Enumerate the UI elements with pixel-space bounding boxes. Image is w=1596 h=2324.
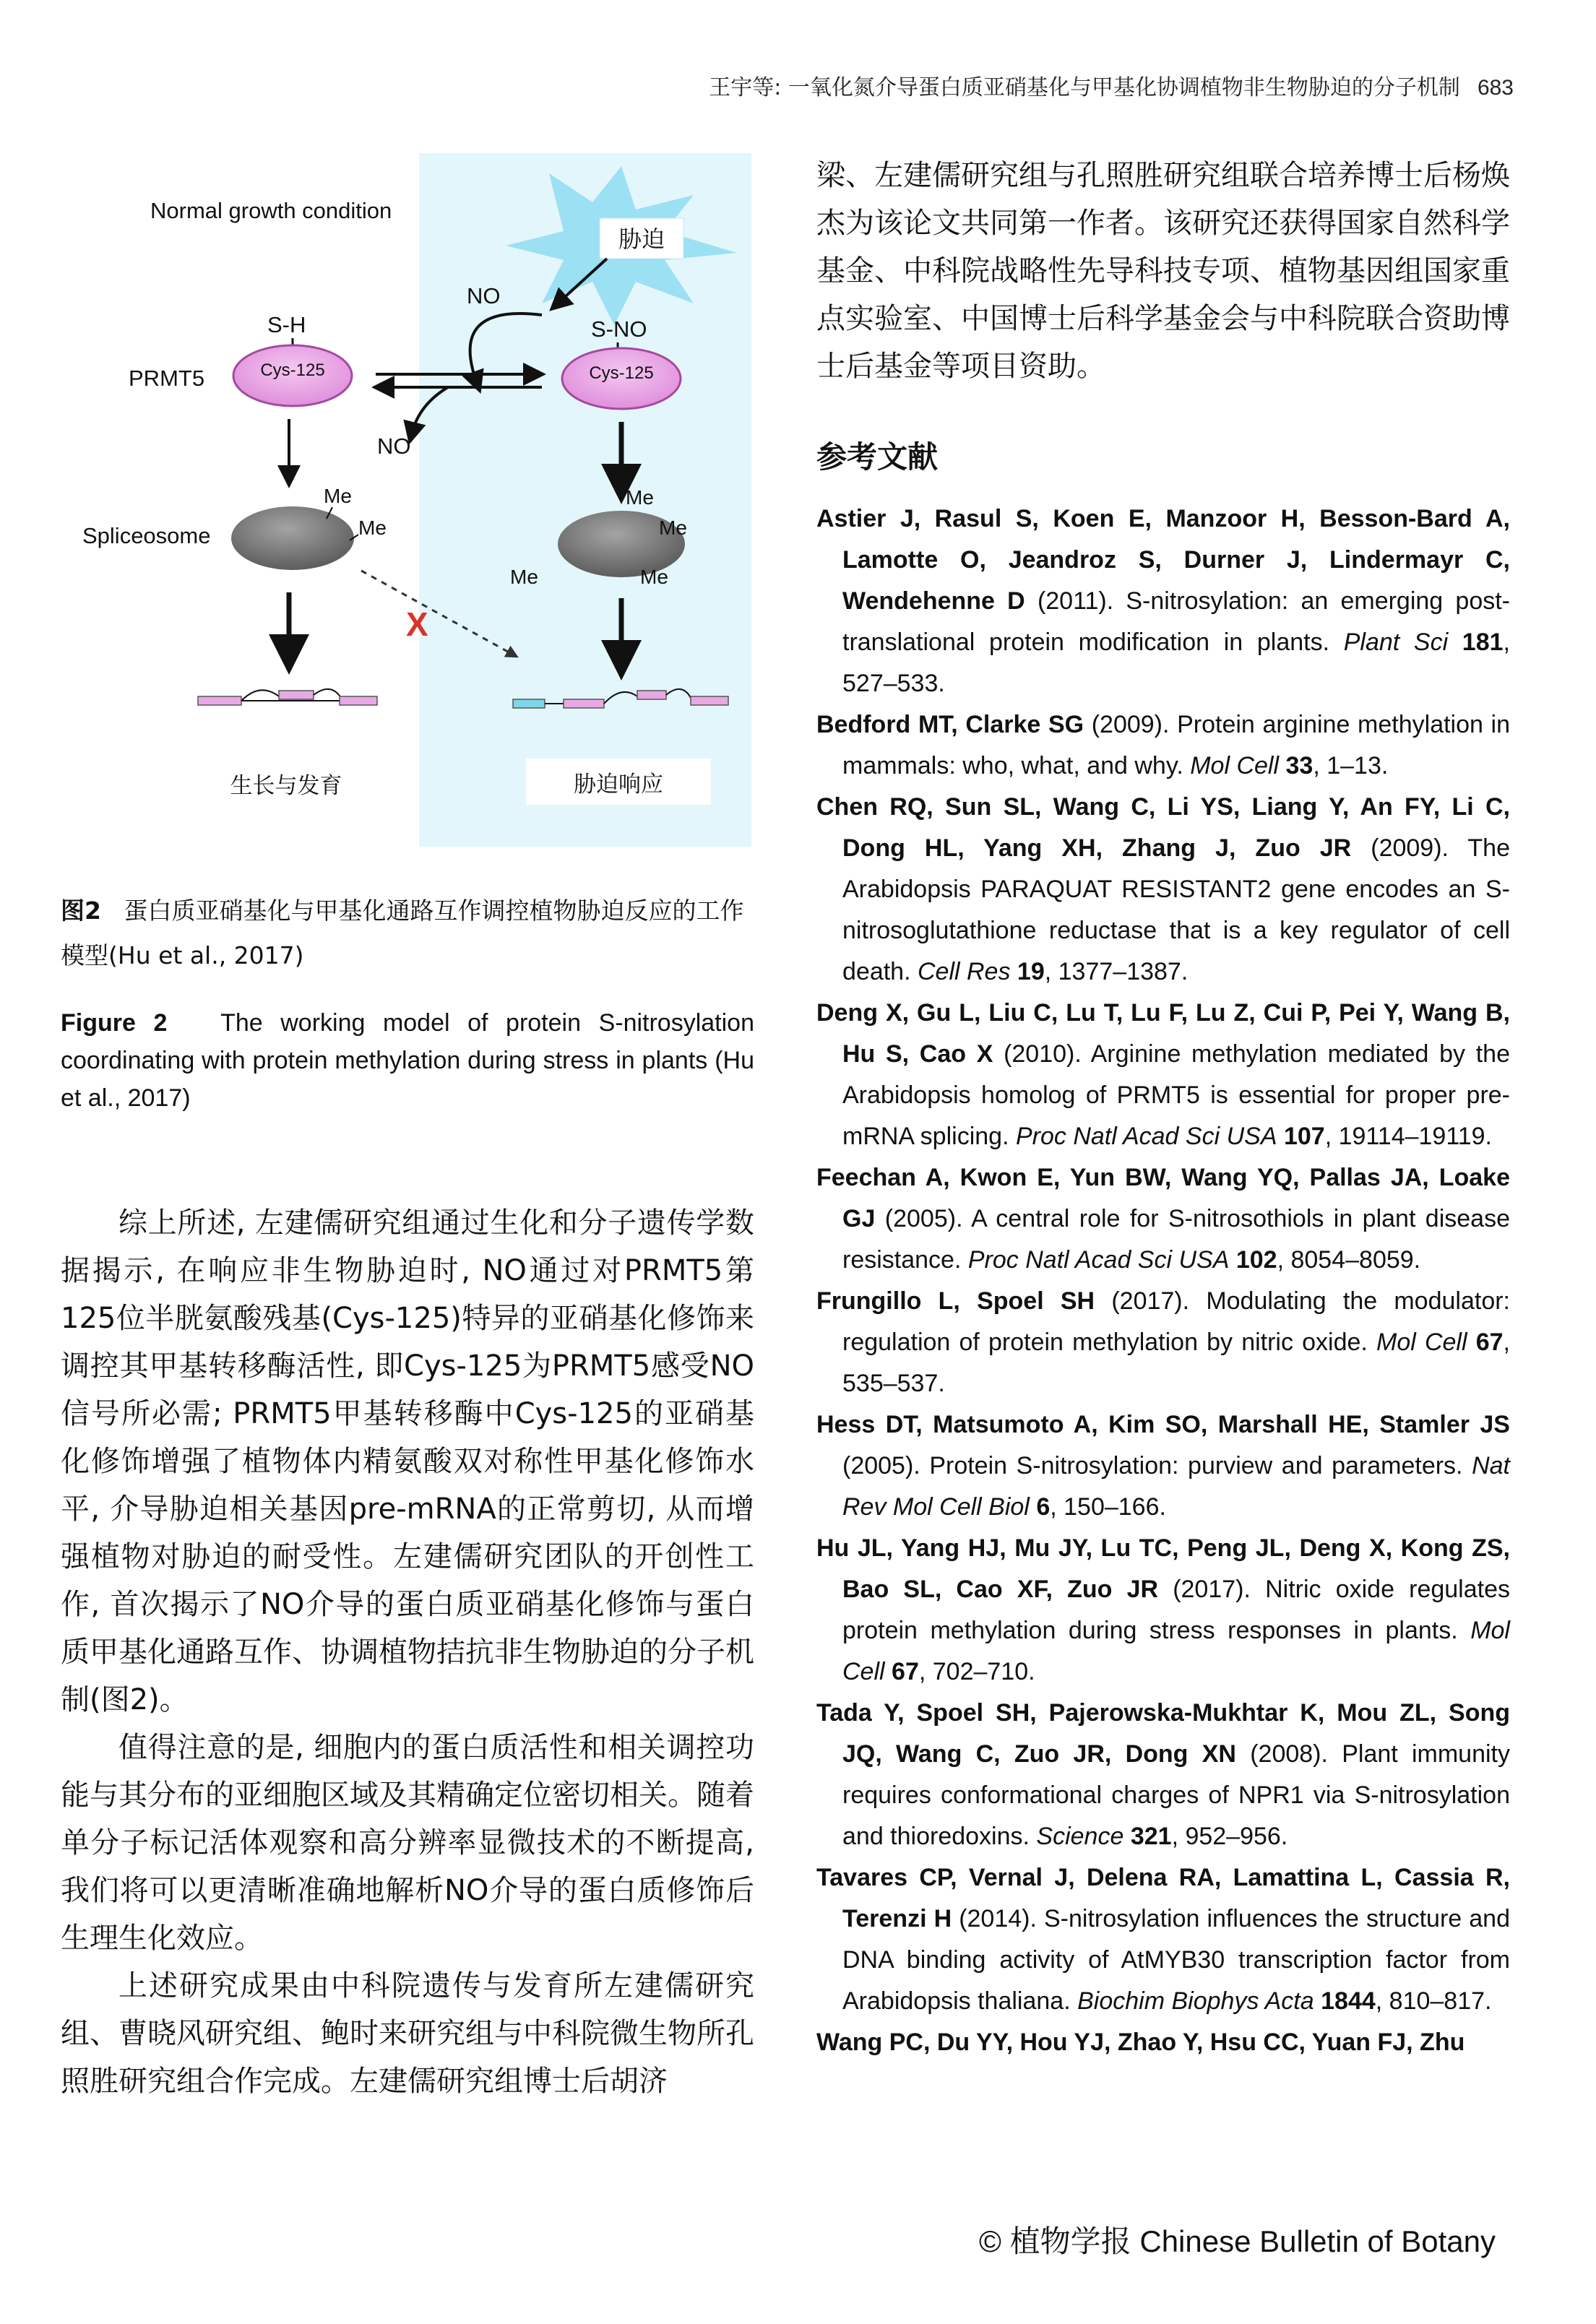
figure-caption-cn bbox=[61, 889, 754, 978]
reference-item: Chen RQ, Sun SL, Wang C, Li YS, Liang Y, An FY, Li C, Dong HL, Yang XH, Zhang J, Zuo JR (2009). The Arabidopsis PARAQUAT RESISTANT2 gene encodes an S-nitrosoglutathione reductase that is a key regulator of cell death. Cell Res 19, 1377–1387. bbox=[816, 793, 1510, 985]
reference-item: Tada Y, Spoel SH, Pajerowska-Mukhtar K, Mou ZL, Song JQ, Wang C, Zuo JR, Dong XN (2008). Plant immunity requires conformational charges of NPR1 via S-nitrosylation and thioredoxins. Science 321, 952–956. bbox=[816, 1699, 1510, 1850]
cys125-right: Cys-125 bbox=[589, 363, 654, 383]
body-paragraph-continued: 梁、左建儒研究组与孔照胜研究组联合培养博士后杨焕杰为该论文共同第一作者。该研究还获得国家自然科学基金、中科院战略性先导科技专项、植物基因组国家重点实验室、中国博士后科学基金会与中科院联合资助博士后基金等项目资助。 bbox=[816, 159, 1510, 383]
normal-condition-label: Normal growth condition bbox=[150, 198, 392, 223]
me-left-2: Me bbox=[358, 517, 387, 539]
body-paragraph: 综上所述, 左建儒研究组通过生化和分子遗传学数据揭示, 在响应非生物胁迫时, NO通过对PRMT5第125位半胱氨酸残基(Cys-125)特异的亚硝基化修饰来调控其甲基转移酶活性, 即Cys-125为PRMT5感受NO信号所必需; PRMT5甲基转移酶中Cys-125的亚硝基化修饰增强了植物体内精氨酸双对称性甲基化修饰水平, 介导胁迫相关基因pre-mRNA的正常剪切, 从而增强植物对胁迫的耐受性。左建儒研究团队的开创性工作, 首次揭示了NO介导的蛋白质亚硝基化修饰与蛋白质甲基化通路互作、协调植物拮抗非生物胁迫的分子机制(图2)。 bbox=[61, 1206, 754, 1716]
mrna-left bbox=[198, 689, 377, 705]
no-label-top: NO bbox=[467, 283, 501, 308]
reference-item: Wang PC, Du YY, Hou YJ, Zhao Y, Hsu CC, Yuan FJ, Zhu bbox=[816, 2029, 1465, 2056]
me-left-1: Me bbox=[324, 485, 352, 507]
figure-caption-cn-text: 蛋白质亚硝基化与甲基化通路互作调控植物胁迫反应的工作模型(Hu et al., 2017) bbox=[61, 897, 744, 969]
spliceosome-left bbox=[231, 506, 354, 570]
figure-2 bbox=[43, 144, 751, 860]
body-paragraph: 上述研究成果由中科院遗传与发育所左建儒研究组、曹晓风研究组、鲍时来研究组与中科院微生物所孔照胜研究组合作完成。左建儒研究组博士后胡济 bbox=[61, 1969, 754, 2098]
reference-item: Frungillo L, Spoel SH (2017). Modulating the modulator: regulation of protein methylation by nitric oxide. Mol Cell 67, 535–537. bbox=[816, 1287, 1510, 1397]
figure-caption-en-text: The working model of protein S-nitrosylation coordinating with protein methylation during stress in plants (Hu et al., 2017) bbox=[61, 1009, 754, 1112]
figure-2-diagram bbox=[43, 144, 751, 860]
reference-item: Deng X, Gu L, Liu C, Lu T, Lu F, Lu Z, Cui P, Pei Y, Wang B, Hu S, Cao X (2010). Arginine methylation mediated by the Arabidopsis homolog of PRMT5 is essential for proper pre-mRNA splicing. Proc Natl Acad Sci USA 107, 19114–19119. bbox=[816, 999, 1510, 1150]
page-number: 683 bbox=[1477, 76, 1514, 100]
journal-name-en: Chinese Bulletin of Botany bbox=[1139, 2224, 1496, 2258]
reference-item: Feechan A, Kwon E, Yun BW, Wang YQ, Pallas JA, Loake GJ (2005). A central role for S-nitrosothiols in plant disease resistance. Proc Natl Acad Sci USA 102, 8054–8059. bbox=[816, 1164, 1510, 1274]
footer bbox=[975, 2218, 1496, 2261]
right-column-body bbox=[816, 152, 1510, 390]
sno-label: S-NO bbox=[591, 316, 647, 342]
reference-item: Hu JL, Yang HJ, Mu JY, Lu TC, Peng JL, Deng X, Kong ZS, Bao SL, Cao XF, Zuo JR (2017). Nitric oxide regulates protein methylation during stress responses in plants. Mol Cell 67, 702–710. bbox=[816, 1534, 1511, 1685]
reference-item: Hess DT, Matsumoto A, Kim SO, Marshall HE, Stamler JS (2005). Protein S-nitrosylation: purview and parameters. Nat Rev Mol Cell Biol 6, 150–166. bbox=[816, 1411, 1510, 1521]
me-right-3: Me bbox=[510, 566, 538, 588]
reference-item: Tavares CP, Vernal J, Delena RA, Lamattina L, Cassia R, Terenzi H (2014). S-nitrosylation influences the structure and DNA binding activity of AtMYB30 transcription factor from Arabidopsis thaliana. Biochim Biophys Acta 1844, 810–817. bbox=[816, 1864, 1510, 2015]
me-right-1: Me bbox=[626, 486, 654, 509]
copyright-icon: © bbox=[979, 2224, 1001, 2258]
spliceosome-label: Spliceosome bbox=[82, 523, 211, 548]
blocked-x-mark: X bbox=[406, 605, 428, 643]
references-heading: 参考文献 bbox=[816, 439, 939, 475]
reference-list bbox=[816, 498, 1510, 2063]
stress-label: 胁迫 bbox=[618, 225, 665, 253]
prmt5-label: PRMT5 bbox=[129, 366, 205, 391]
no-label-bottom: NO bbox=[377, 433, 411, 459]
cys125-left: Cys-125 bbox=[260, 360, 325, 380]
left-column-body bbox=[61, 1199, 754, 2105]
figure-caption-en bbox=[61, 1004, 754, 1117]
sh-label: S-H bbox=[267, 312, 306, 337]
running-header bbox=[405, 69, 1514, 101]
body-paragraph: 值得注意的是, 细胞内的蛋白质活性和相关调控功能与其分布的亚细胞区域及其精确定位密切相关。随着单分子标记活体观察和高分辨率显微技术的不断提高, 我们将可以更清晰准确地解析NO介导的蛋白质修饰后生理生化效应。 bbox=[61, 1731, 754, 1955]
growth-label: 生长与发育 bbox=[230, 773, 342, 799]
figure-label-cn: 图2 bbox=[61, 897, 101, 925]
me-right-2: Me bbox=[659, 517, 687, 539]
journal-name-cn: 植物学报 bbox=[1009, 2224, 1131, 2259]
me-right-4: Me bbox=[640, 566, 668, 588]
figure-label-en: Figure 2 bbox=[61, 1009, 168, 1037]
response-label: 胁迫响应 bbox=[574, 772, 663, 798]
reference-item: Astier J, Rasul S, Koen E, Manzoor H, Besson-Bard A, Lamotte O, Jeandroz S, Durner J, Lindermayr C, Wendehenne D (2011). S-nitrosylation: an emerging post-translational protein modification in plants. Plant Sci 181, 527–533. bbox=[816, 505, 1511, 697]
reference-item: Bedford MT, Clarke SG (2009). Protein arginine methylation in mammals: who, what, and why. Mol Cell 33, 1–13. bbox=[816, 711, 1511, 779]
running-title: 王宇等: 一氧化氮介导蛋白质亚硝基化与甲基化协调植物非生物胁迫的分子机制 bbox=[709, 75, 1460, 100]
